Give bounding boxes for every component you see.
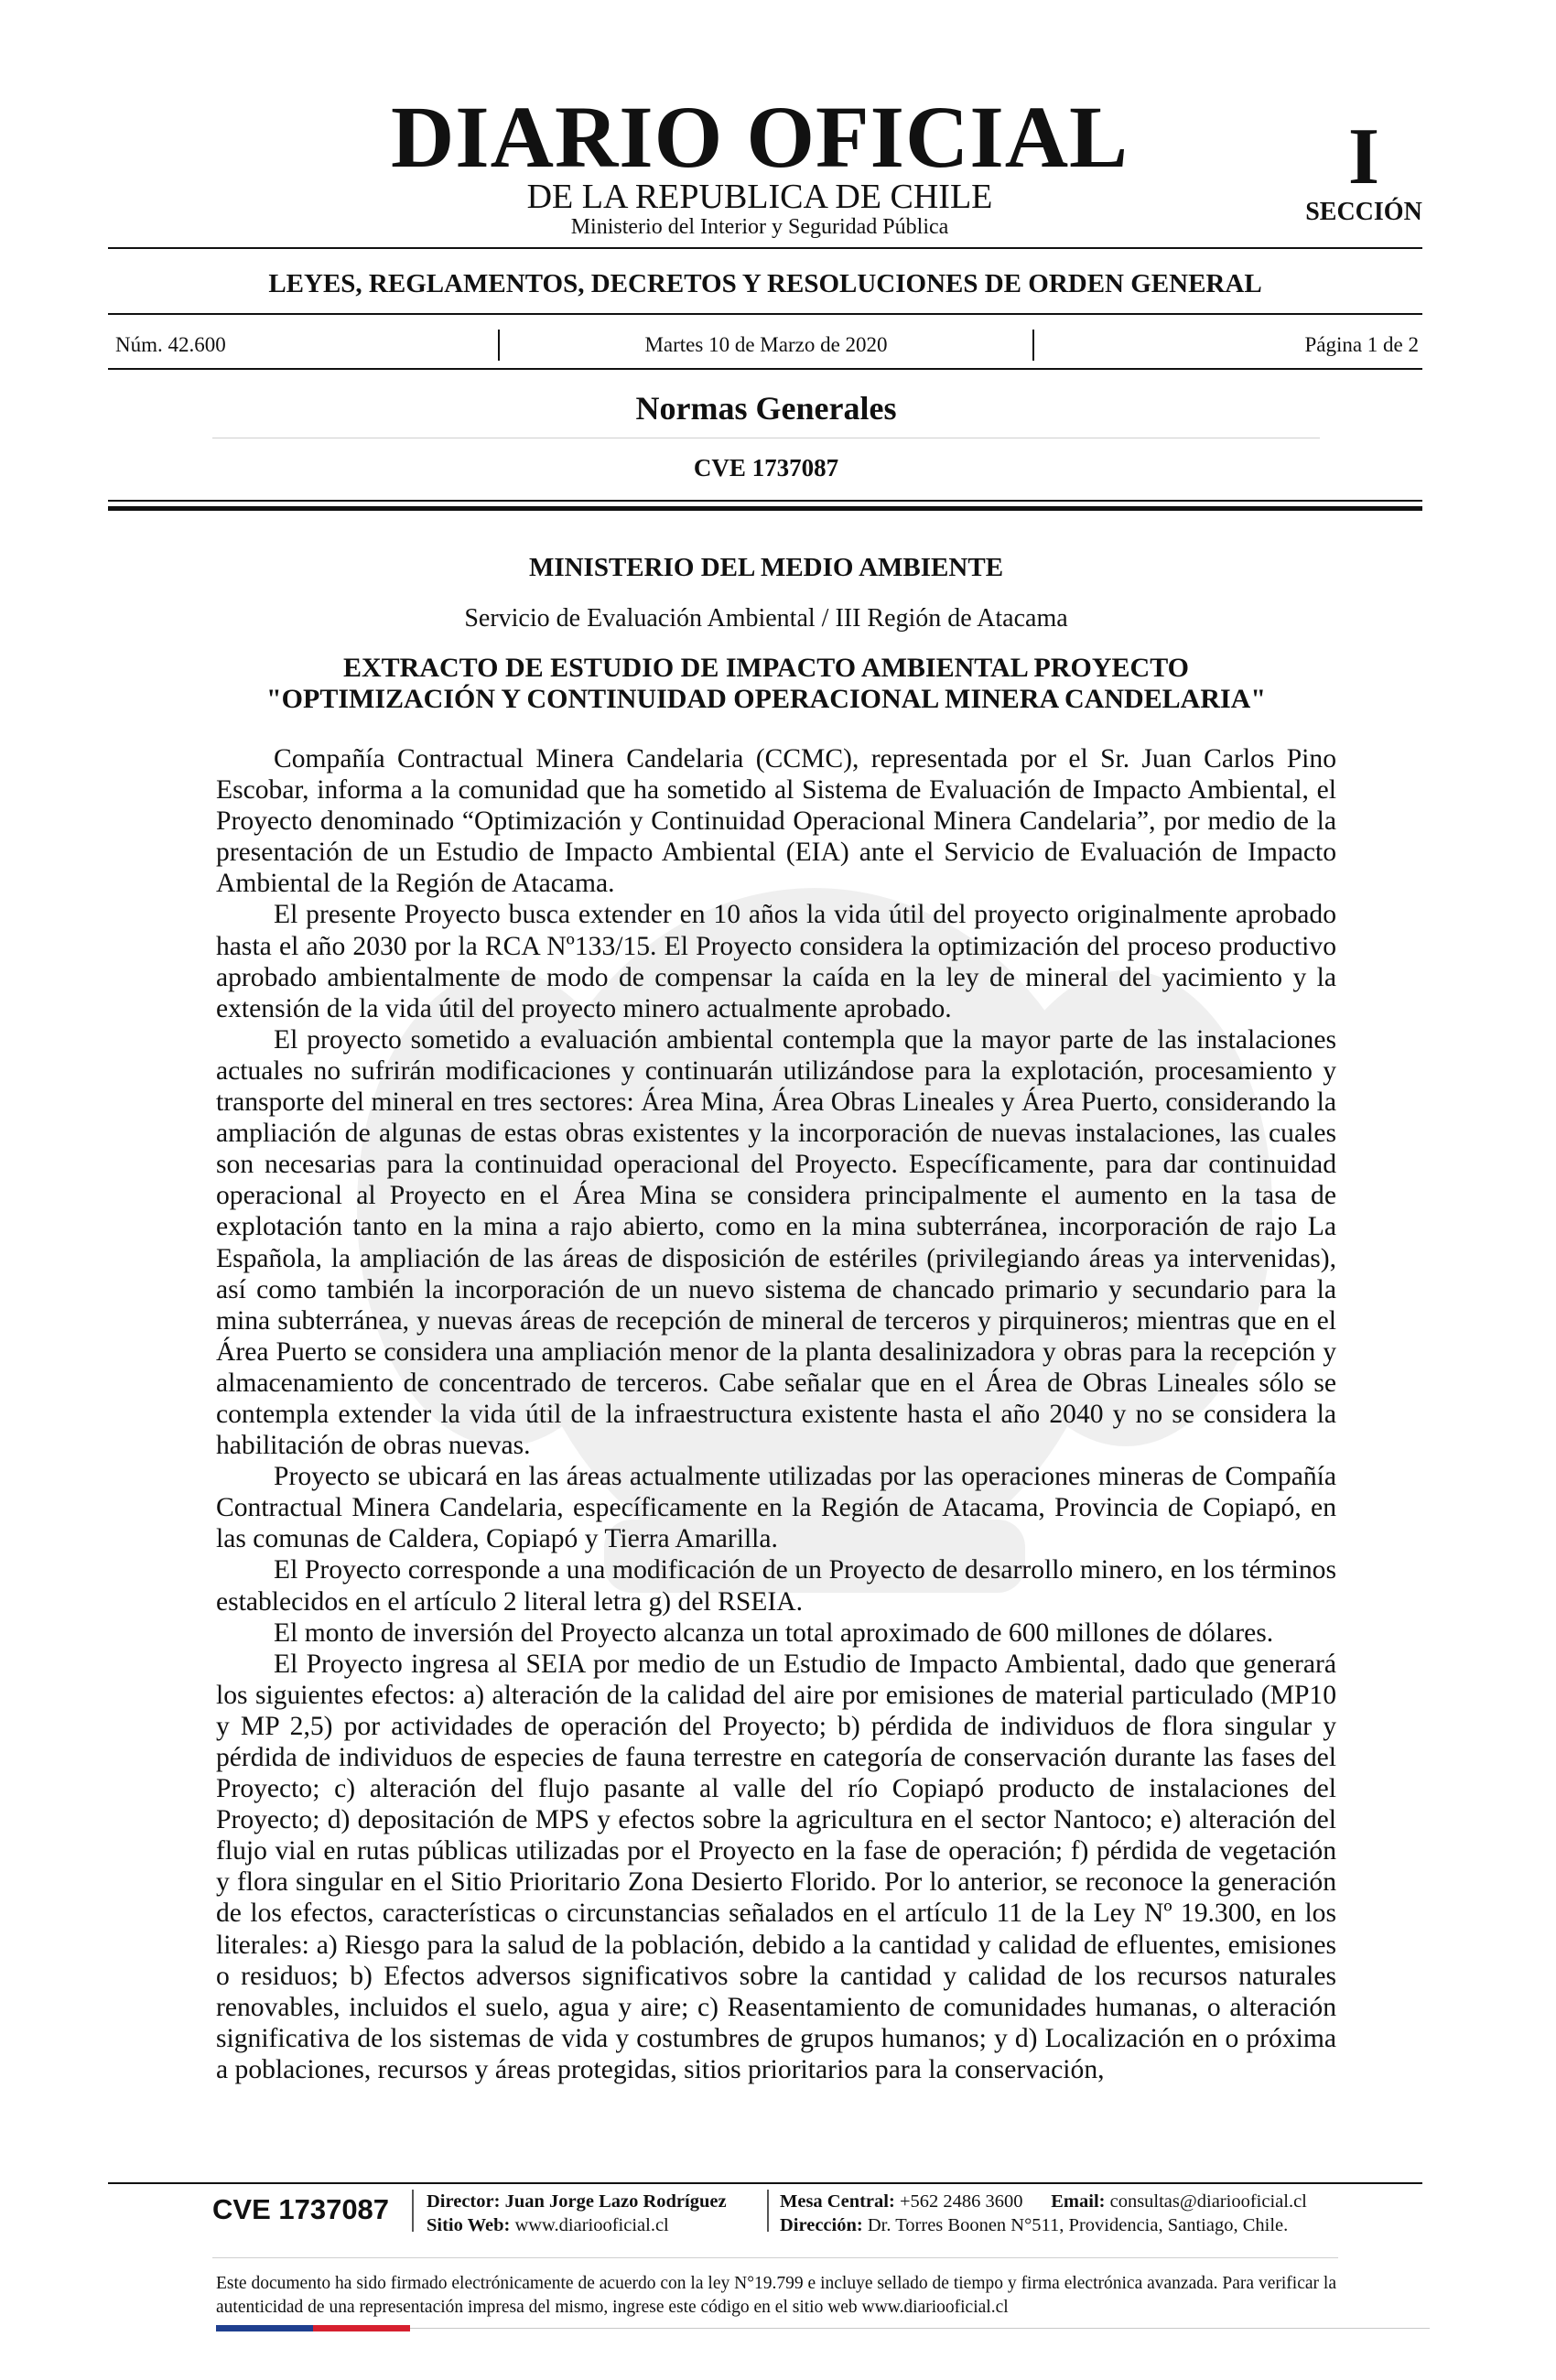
- footer-cve-code: CVE 1737087: [212, 2193, 390, 2225]
- masthead-ministry: Ministerio del Interior y Seguridad Pública: [570, 215, 949, 239]
- email-link[interactable]: consultas@diariooficial.cl: [1109, 2191, 1307, 2212]
- body-paragraph: El presente Proyecto busca extender en 10 años la vida útil del proyecto originalmente aprobado hasta el año 2030 por la RCA Nº133/15. El Proyecto considera la optimización del proceso productivo aprobado ambientalmente de modo de compensar la caída en la ley de mineral del yacimiento y la extensión de la vida útil del proyecto minero actualmente aprobado.: [216, 900, 1336, 1023]
- body-paragraph: El monto de inversión del Proyecto alcanza un total aproximado de 600 millones de dólares.: [274, 1617, 1274, 1648]
- phone-label: Mesa Central:: [780, 2191, 895, 2212]
- director-name: Juan Jorge Lazo Rodríguez: [504, 2191, 727, 2212]
- issue-info-row: [112, 333, 1421, 361]
- footer-director-line: [427, 2190, 727, 2213]
- body-paragraph: El Proyecto ingresa al SEIA por medio de un Estudio de Impacto Ambiental, dado que generará los siguientes efectos: a) alteración de la calidad del aire por emisiones de material particulado (MP10 y MP 2,5) por actividades de operación del Proyecto; b) pérdida de individuos de flora singular y pérdida de individuos de especies de fauna terrestre en categoría de conservación durante las fases del Proyecto; c) alteración del flujo pasante al valle del río Copiapó producto de instalaciones del Proyecto; d) depositación de MPS y efectos sobre la agricultura en el sector Nantoco; e) alteración del flujo vial en rutas públicas utilizadas por el Proyecto en la fase de operación; f) pérdida de vegetación y flora singular en el Sitio Prioritario Zona Desierto Florido. Por lo anterior, se reconoce la generación de los efectos, características o circunstancias señalados en el artículo 11 de la Ley Nº 19.300, en los literales: a) Riesgo para la salud de la población, debido a la cantidad y calidad de efluentes, emisiones o residuos; b) Efectos adversos significativos sobre la cantidad y calidad de los recursos naturales renovables, incluidos el suelo, agua y aire; c) Reasentamiento de comunidades humanas, o alteración significativa de los sistemas de vida y costumbres de grupos humanos; y d) Localización en o próxima a poblaciones, recursos y áreas protegidas, sitios prioritarios para la conservación,: [216, 1649, 1336, 2084]
- footer-separator: [767, 2190, 769, 2232]
- director-label: Director:: [427, 2191, 501, 2212]
- masthead-subtitle: DE LA REPUBLICA DE CHILE: [526, 178, 993, 216]
- header-double-rule-bottom: [108, 506, 1422, 511]
- address-label: Dirección:: [780, 2215, 863, 2235]
- body-paragraph: El proyecto sometido a evaluación ambiental contempla que la mayor parte de las instalaciones actuales no sufrirán modificaciones y continuarán utilizándose para la explotación, procesamiento y transporte del mineral en tres sectores: Área Mina, Área Obras Lineales y Área Puerto, considerando la ampliación de algunas de estas obras existentes y la incorporación de nuevas instalaciones, las cuales son necesarias para la continuidad operacional del Proyecto. Específicamente, para dar continuidad operacional al Proyecto en el Área Mina se considera principalmente el aumento en la tasa de explotación tanto en la mina a rajo abierto, como en la mina subterránea, incorporación de rajo La Española, la ampliación de las áreas de disposición de estériles (privilegiando áreas ya intervenidas), así como también la incorporación de un nuevo sistema de chancado primario y secundario para la mina subterránea, y nuevas áreas de recepción de mineral de terceros y pirquineros; mientras que en el Área Puerto se considera una ampliación menor de la planta desalinizadora y obras para la recepción y almacenamiento de concentrado de terceros. Cabe señalar que en el Área de Obras Lineales sólo se contempla extender la vida útil de la infraestructura existente hasta el año 2040 y no se considera la habilitación de obras nuevas.: [216, 1024, 1336, 1461]
- section-number: I: [1347, 113, 1380, 201]
- body-paragraph: El Proyecto corresponde a una modificación de un Proyecto de desarrollo minero, en los términos establecidos en el artículo 2 literal letra g) del RSEIA.: [216, 1555, 1336, 1617]
- section-heading: Normas Generales: [635, 390, 897, 427]
- flag-stripe-blue: [216, 2325, 313, 2331]
- section-label: SECCIÓN: [1305, 198, 1422, 226]
- website-link[interactable]: www.diariooficial.cl: [514, 2215, 669, 2235]
- info-divider: [108, 368, 1422, 370]
- document-body: [216, 743, 1336, 2085]
- footer-note-rule: [212, 2257, 1338, 2258]
- issue-separator: [1032, 330, 1034, 361]
- issue-page: Página 1 de 2: [1304, 333, 1419, 356]
- footer-director-block: [427, 2190, 727, 2237]
- document-title-line-1: EXTRACTO DE ESTUDIO DE IMPACTO AMBIENTAL PROYECTO: [342, 653, 1190, 683]
- issue-separator: [498, 330, 500, 361]
- footer-phone-line: [780, 2190, 1307, 2213]
- issue-date: Martes 10 de Marzo de 2020: [644, 333, 888, 356]
- document-ministry: MINISTERIO DEL MEDIO AMBIENTE: [528, 553, 1004, 582]
- email-label: Email:: [1051, 2191, 1106, 2212]
- document-title: [112, 653, 1421, 715]
- body-paragraph: Proyecto se ubicará en las áreas actualmente utilizadas por las operaciones mineras de Compañía Contractual Minera Candelaria, específicamente en la Región de Atacama, Provincia de Copiapó, en las comunas de Caldera, Copiapó y Tierra Amarilla.: [216, 1462, 1336, 1554]
- footer-rule: [108, 2182, 1422, 2184]
- flag-stripe-red: [313, 2325, 410, 2331]
- cve-code: CVE 1737087: [693, 454, 839, 481]
- footer-contact-block: [780, 2190, 1307, 2237]
- footer-legal-note: Este documento ha sido firmado electrónicamente de acuerdo con la ley N°19.799 e incluye sellado de tiempo y firma electrónica avanzada. Para verificar la autenticidad de una representación impresa del mismo, ingrese este código en el sitio web www.diariooficial.cl: [216, 2274, 1336, 2317]
- issue-number: Núm. 42.600: [115, 333, 226, 356]
- body-paragraph: Compañía Contractual Minera Candelaria (CCMC), representada por el Sr. Juan Carlos Pino Escobar, informa a la comunidad que ha sometido al Sistema de Evaluación de Impacto Ambiental, el Proyecto denominado “Optimización y Continuidad Operacional Minera Candelaria”, por medio de la presentación de un Estudio de Impacto Ambiental (EIA) ante el Servicio de Evaluación de Impacto Ambiental de la Región de Atacama.: [216, 744, 1336, 899]
- website-label: Sitio Web:: [427, 2215, 511, 2235]
- address-text: Dr. Torres Boonen N°511, Providencia, Santiago, Chile.: [867, 2215, 1289, 2235]
- footer-separator: [412, 2190, 414, 2232]
- document-title-line-2: "OPTIMIZACIÓN Y CONTINUIDAD OPERACIONAL MINERA CANDELARIA": [266, 684, 1266, 714]
- footer-bottom-rule: [410, 2328, 1430, 2329]
- masthead-divider: [108, 247, 1422, 249]
- category-divider: [108, 313, 1422, 315]
- header-double-rule-top: [108, 500, 1422, 502]
- footer-address-line: [780, 2213, 1307, 2237]
- footer-website-line: [427, 2213, 727, 2237]
- category-line: LEYES, REGLAMENTOS, DECRETOS Y RESOLUCIONES DE ORDEN GENERAL: [268, 269, 1262, 298]
- masthead-title: DIARIO OFICIAL: [390, 88, 1129, 186]
- phone-number: +562 2486 3600: [899, 2191, 1023, 2212]
- document-service: Servicio de Evaluación Ambiental / III Región de Atacama: [464, 604, 1068, 633]
